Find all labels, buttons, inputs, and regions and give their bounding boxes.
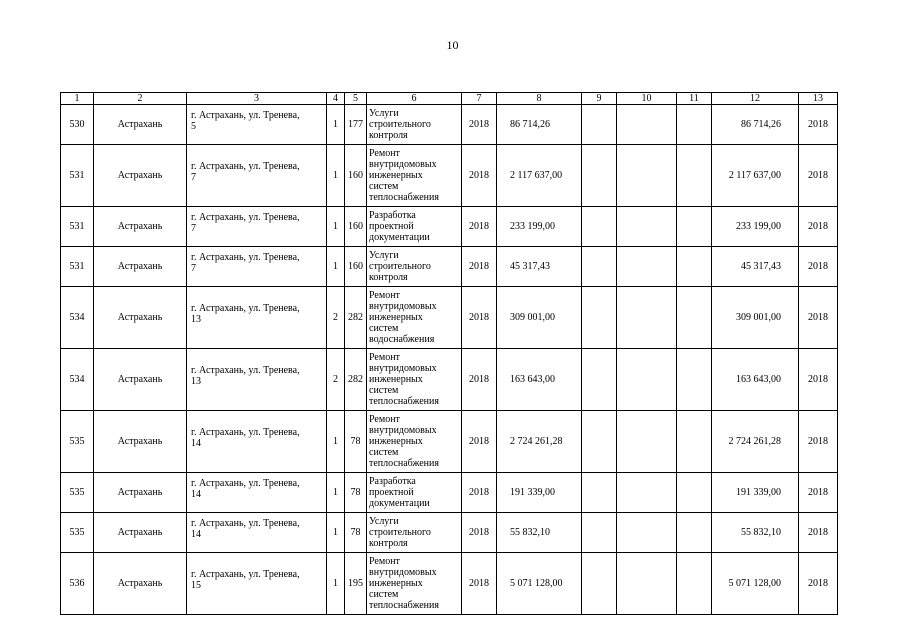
address-line: г. Астрахань, ул. Тренева, xyxy=(191,364,300,376)
cell-col10 xyxy=(617,207,677,247)
cell-year: 2018 xyxy=(462,411,497,473)
cell-total: 309 001,00 xyxy=(712,287,799,349)
table-row xyxy=(61,145,838,207)
work-type-line: Ремонт xyxy=(369,148,400,159)
cell-col9 xyxy=(582,145,617,207)
address-line: 7 xyxy=(191,262,196,274)
work-type-line: инженерных xyxy=(369,170,423,181)
cell-amount: 45 317,43 xyxy=(497,247,582,287)
cell-amount: 55 832,10 xyxy=(497,513,582,553)
cell-col11 xyxy=(677,513,712,553)
cell-total: 45 317,43 xyxy=(712,247,799,287)
cell-amount: 309 001,00 xyxy=(497,287,582,349)
work-type-line: контроля xyxy=(369,130,408,141)
work-type-line: Услуги xyxy=(369,250,399,261)
work-type-line: внутридомовых xyxy=(369,567,437,578)
cell-col4: 1 xyxy=(327,513,345,553)
address-line: г. Астрахань, ул. Тренева, xyxy=(191,160,300,172)
address-line: 7 xyxy=(191,222,196,234)
cell-col9 xyxy=(582,513,617,553)
cell-year-end: 2018 xyxy=(799,411,838,473)
column-number: 2 xyxy=(94,93,187,105)
work-type-line: проектной xyxy=(369,487,414,498)
column-number: 5 xyxy=(345,93,367,105)
cell-year-end: 2018 xyxy=(799,207,838,247)
column-number: 9 xyxy=(582,93,617,105)
cell-col9 xyxy=(582,411,617,473)
address-line: г. Астрахань, ул. Тренева, xyxy=(191,211,300,223)
table-row xyxy=(61,207,838,247)
cell-year-end: 2018 xyxy=(799,513,838,553)
cell-address xyxy=(187,349,327,411)
table-row xyxy=(61,513,838,553)
cell-col10 xyxy=(617,473,677,513)
cell-address xyxy=(187,247,327,287)
cell-amount: 191 339,00 xyxy=(497,473,582,513)
cell-year: 2018 xyxy=(462,349,497,411)
cell-number: 531 xyxy=(61,145,94,207)
cell-total: 233 199,00 xyxy=(712,207,799,247)
table-row xyxy=(61,553,838,615)
cell-city: Астрахань xyxy=(94,473,187,513)
work-type-line: строительного xyxy=(369,261,431,272)
cell-address xyxy=(187,473,327,513)
cell-number: 536 xyxy=(61,553,94,615)
cell-city: Астрахань xyxy=(94,349,187,411)
cell-col11 xyxy=(677,105,712,145)
column-number: 8 xyxy=(497,93,582,105)
page-number: 10 xyxy=(446,38,459,52)
address-line: г. Астрахань, ул. Тренева, xyxy=(191,426,300,438)
work-type-line: контроля xyxy=(369,272,408,283)
cell-work-type xyxy=(367,553,462,615)
cell-address xyxy=(187,513,327,553)
works-table xyxy=(60,92,838,615)
work-type-line: систем xyxy=(369,589,399,600)
table-row xyxy=(61,287,838,349)
cell-address xyxy=(187,145,327,207)
work-type-line: систем xyxy=(369,181,399,192)
cell-year-end: 2018 xyxy=(799,105,838,145)
cell-number: 534 xyxy=(61,349,94,411)
cell-number: 531 xyxy=(61,247,94,287)
cell-number: 535 xyxy=(61,513,94,553)
work-type-line: Ремонт xyxy=(369,556,400,567)
cell-col9 xyxy=(582,247,617,287)
cell-work-type xyxy=(367,287,462,349)
cell-col4: 1 xyxy=(327,553,345,615)
cell-number: 534 xyxy=(61,287,94,349)
work-type-line: Ремонт xyxy=(369,414,400,425)
cell-address xyxy=(187,287,327,349)
column-number: 1 xyxy=(61,93,94,105)
column-number: 11 xyxy=(677,93,712,105)
work-type-line: теплоснабжения xyxy=(369,396,439,407)
work-type-line: внутридомовых xyxy=(369,425,437,436)
cell-col11 xyxy=(677,553,712,615)
address-line: г. Астрахань, ул. Тренева, xyxy=(191,477,300,489)
cell-city: Астрахань xyxy=(94,553,187,615)
cell-col11 xyxy=(677,207,712,247)
cell-col5: 160 xyxy=(345,207,367,247)
address-line: г. Астрахань, ул. Тренева, xyxy=(191,517,300,529)
work-type-line: систем xyxy=(369,447,399,458)
work-type-line: Услуги xyxy=(369,516,399,527)
work-type-line: водоснабжения xyxy=(369,334,435,345)
cell-year-end: 2018 xyxy=(799,553,838,615)
column-number: 4 xyxy=(327,93,345,105)
work-type-line: проектной xyxy=(369,221,414,232)
cell-work-type xyxy=(367,207,462,247)
cell-col5: 78 xyxy=(345,411,367,473)
cell-col4: 1 xyxy=(327,207,345,247)
cell-col4: 1 xyxy=(327,411,345,473)
work-type-line: внутридомовых xyxy=(369,301,437,312)
address-line: 14 xyxy=(191,488,201,500)
cell-address xyxy=(187,207,327,247)
cell-col9 xyxy=(582,473,617,513)
cell-total: 2 724 261,28 xyxy=(712,411,799,473)
cell-col10 xyxy=(617,553,677,615)
cell-col5: 177 xyxy=(345,105,367,145)
work-type-line: теплоснабжения xyxy=(369,600,439,611)
cell-work-type xyxy=(367,349,462,411)
column-number: 12 xyxy=(712,93,799,105)
work-type-line: теплоснабжения xyxy=(369,192,439,203)
table-row xyxy=(61,349,838,411)
cell-col11 xyxy=(677,145,712,207)
work-type-line: систем xyxy=(369,385,399,396)
cell-col5: 282 xyxy=(345,287,367,349)
cell-col4: 1 xyxy=(327,105,345,145)
address-line: 7 xyxy=(191,171,196,183)
cell-city: Астрахань xyxy=(94,411,187,473)
cell-amount: 2 117 637,00 xyxy=(497,145,582,207)
cell-col10 xyxy=(617,105,677,145)
cell-year: 2018 xyxy=(462,287,497,349)
cell-city: Астрахань xyxy=(94,513,187,553)
work-type-line: инженерных xyxy=(369,578,423,589)
cell-total: 86 714,26 xyxy=(712,105,799,145)
cell-city: Астрахань xyxy=(94,247,187,287)
work-type-line: внутридомовых xyxy=(369,159,437,170)
cell-amount: 5 071 128,00 xyxy=(497,553,582,615)
cell-year-end: 2018 xyxy=(799,145,838,207)
address-line: 15 xyxy=(191,579,201,591)
column-number: 7 xyxy=(462,93,497,105)
work-type-line: Услуги xyxy=(369,108,399,119)
column-number: 13 xyxy=(799,93,838,105)
cell-col4: 2 xyxy=(327,349,345,411)
cell-total: 55 832,10 xyxy=(712,513,799,553)
cell-col9 xyxy=(582,553,617,615)
cell-year: 2018 xyxy=(462,513,497,553)
cell-total: 5 071 128,00 xyxy=(712,553,799,615)
cell-work-type xyxy=(367,145,462,207)
column-number: 10 xyxy=(617,93,677,105)
cell-year: 2018 xyxy=(462,247,497,287)
table-row xyxy=(61,105,838,145)
cell-amount: 163 643,00 xyxy=(497,349,582,411)
cell-city: Астрахань xyxy=(94,145,187,207)
cell-col4: 1 xyxy=(327,145,345,207)
cell-year: 2018 xyxy=(462,207,497,247)
cell-col5: 160 xyxy=(345,247,367,287)
cell-work-type xyxy=(367,473,462,513)
cell-col4: 1 xyxy=(327,473,345,513)
cell-total: 163 643,00 xyxy=(712,349,799,411)
cell-col5: 282 xyxy=(345,349,367,411)
work-type-line: документации xyxy=(369,498,430,509)
work-type-line: инженерных xyxy=(369,312,423,323)
cell-col11 xyxy=(677,247,712,287)
cell-city: Астрахань xyxy=(94,207,187,247)
cell-col10 xyxy=(617,247,677,287)
work-type-line: строительного xyxy=(369,119,431,130)
cell-number: 535 xyxy=(61,473,94,513)
address-line: 5 xyxy=(191,120,196,132)
column-number: 3 xyxy=(187,93,327,105)
cell-year-end: 2018 xyxy=(799,247,838,287)
cell-year: 2018 xyxy=(462,473,497,513)
cell-total: 191 339,00 xyxy=(712,473,799,513)
work-type-line: Разработка xyxy=(369,210,416,221)
cell-city: Астрахань xyxy=(94,105,187,145)
work-type-line: документации xyxy=(369,232,430,243)
work-type-line: теплоснабжения xyxy=(369,458,439,469)
cell-year-end: 2018 xyxy=(799,349,838,411)
cell-col10 xyxy=(617,411,677,473)
cell-col11 xyxy=(677,287,712,349)
table-row xyxy=(61,247,838,287)
cell-year-end: 2018 xyxy=(799,473,838,513)
cell-work-type xyxy=(367,411,462,473)
cell-col9 xyxy=(582,207,617,247)
cell-col10 xyxy=(617,145,677,207)
table-row xyxy=(61,473,838,513)
address-line: 14 xyxy=(191,437,201,449)
cell-col4: 2 xyxy=(327,287,345,349)
cell-work-type xyxy=(367,105,462,145)
cell-work-type xyxy=(367,513,462,553)
work-type-line: систем xyxy=(369,323,399,334)
cell-year: 2018 xyxy=(462,553,497,615)
cell-number: 531 xyxy=(61,207,94,247)
cell-year: 2018 xyxy=(462,145,497,207)
cell-col9 xyxy=(582,105,617,145)
cell-number: 530 xyxy=(61,105,94,145)
work-type-line: Ремонт xyxy=(369,290,400,301)
cell-year-end: 2018 xyxy=(799,287,838,349)
address-line: г. Астрахань, ул. Тренева, xyxy=(191,251,300,263)
column-numbers-row xyxy=(61,93,838,105)
address-line: 13 xyxy=(191,313,201,325)
cell-col4: 1 xyxy=(327,247,345,287)
cell-address xyxy=(187,411,327,473)
work-type-line: Разработка xyxy=(369,476,416,487)
address-line: г. Астрахань, ул. Тренева, xyxy=(191,568,300,580)
cell-col9 xyxy=(582,349,617,411)
cell-col5: 160 xyxy=(345,145,367,207)
cell-col10 xyxy=(617,287,677,349)
cell-col5: 78 xyxy=(345,513,367,553)
work-type-line: инженерных xyxy=(369,374,423,385)
cell-amount: 233 199,00 xyxy=(497,207,582,247)
cell-col10 xyxy=(617,513,677,553)
cell-amount: 2 724 261,28 xyxy=(497,411,582,473)
cell-col11 xyxy=(677,473,712,513)
cell-year: 2018 xyxy=(462,105,497,145)
cell-amount: 86 714,26 xyxy=(497,105,582,145)
cell-col5: 195 xyxy=(345,553,367,615)
cell-address xyxy=(187,105,327,145)
address-line: 14 xyxy=(191,528,201,540)
work-type-line: внутридомовых xyxy=(369,363,437,374)
cell-col11 xyxy=(677,411,712,473)
cell-col9 xyxy=(582,287,617,349)
address-line: г. Астрахань, ул. Тренева, xyxy=(191,302,300,314)
address-line: 13 xyxy=(191,375,201,387)
work-type-line: строительного xyxy=(369,527,431,538)
column-number: 6 xyxy=(367,93,462,105)
cell-number: 535 xyxy=(61,411,94,473)
cell-work-type xyxy=(367,247,462,287)
work-type-line: Ремонт xyxy=(369,352,400,363)
cell-city: Астрахань xyxy=(94,287,187,349)
cell-col10 xyxy=(617,349,677,411)
table-row xyxy=(61,411,838,473)
cell-address xyxy=(187,553,327,615)
cell-total: 2 117 637,00 xyxy=(712,145,799,207)
work-type-line: контроля xyxy=(369,538,408,549)
work-type-line: инженерных xyxy=(369,436,423,447)
address-line: г. Астрахань, ул. Тренева, xyxy=(191,109,300,121)
cell-col11 xyxy=(677,349,712,411)
cell-col5: 78 xyxy=(345,473,367,513)
